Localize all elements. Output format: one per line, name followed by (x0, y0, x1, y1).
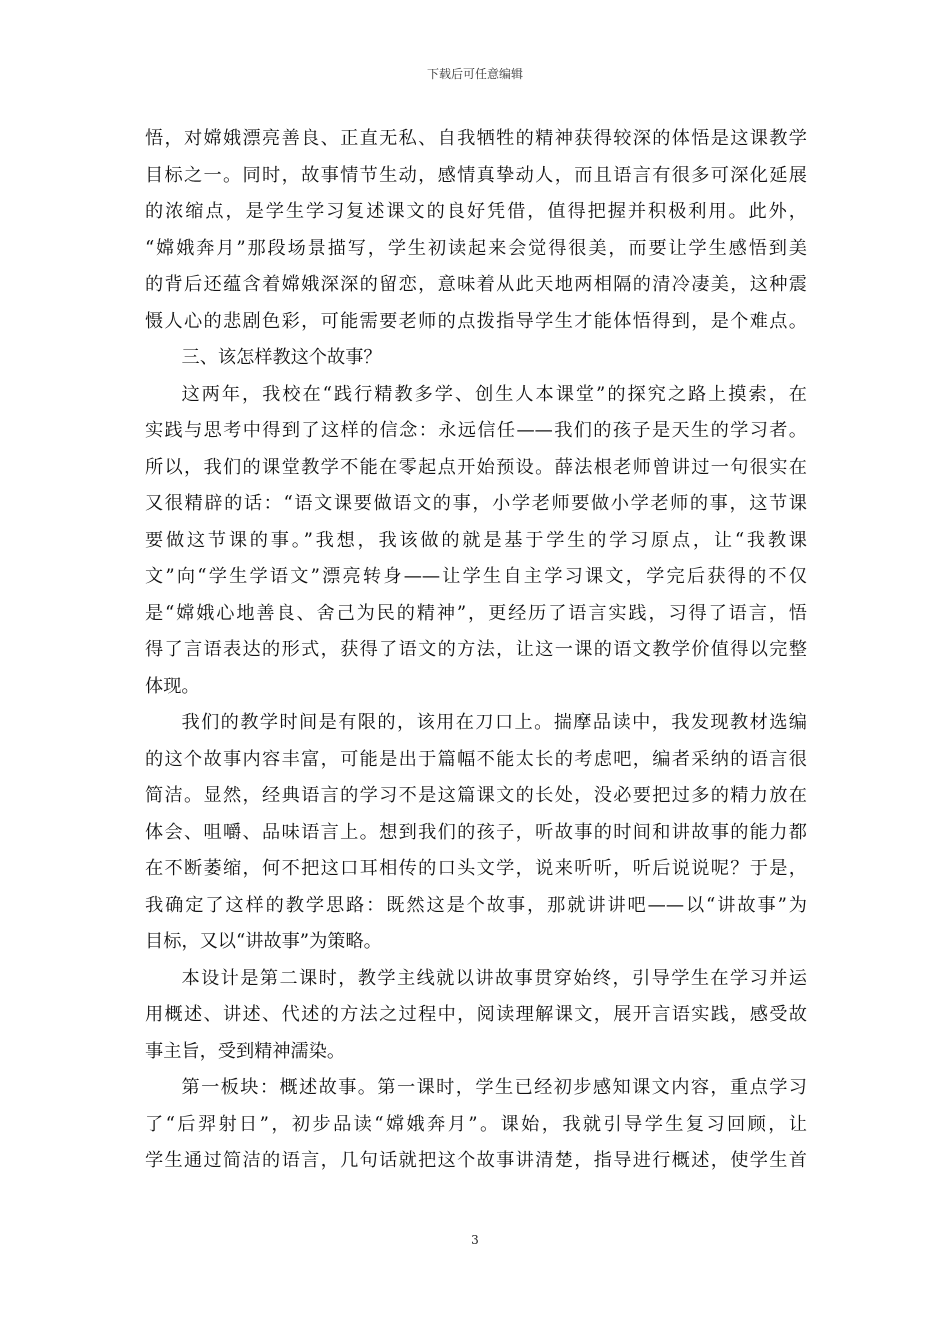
text-line: 目标之一。同时，故事情节生动，感情真挚动人，而且语言有很多可深化延展 (145, 164, 807, 186)
section-heading: 三、该怎样教这个故事？ (181, 347, 382, 368)
text-line: 要做这节课的事。”我想，我该做的就是基于学生的学习原点，让“我教课 (145, 529, 807, 551)
text-line: 在不断萎缩，何不把这口耳相传的口头文学，说来听听，听后说说呢？于是， (145, 858, 807, 879)
text-line: 体会、咀嚼、品味语言上。想到我们的孩子，听故事的时间和讲故事的能力都 (145, 821, 807, 843)
text-line: 目标，又以“讲故事”为策略。 (145, 931, 382, 952)
page-header: 下载后可任意编辑 (426, 67, 523, 81)
text-line: 的浓缩点，是学生学习复述课文的良好凭借，值得把握并积极利用。此外， (145, 201, 807, 222)
text-line: 第一板块：概述故事。第一课时，学生已经初步感知课文内容，重点学习 (181, 1077, 807, 1098)
text-line: 用概述、讲述、代述的方法之过程中，阅读理解课文，展开言语实践，感受故 (145, 1004, 807, 1025)
text-line: 所以，我们的课堂教学不能在零起点开始预设。薛法根老师曾讲过一句很实在 (145, 456, 807, 478)
text-line: 的背后还蕴含着嫦娥深深的留恋，意味着从此天地两相隔的清冷凄美，这种震 (145, 274, 807, 295)
text-line: 简洁。显然，经典语言的学习不是这篇课文的长处，没必要把过多的精力放在 (145, 785, 807, 806)
text-line: 我们的教学时间是有限的，该用在刀口上。揣摩品读中，我发现教材选编 (181, 712, 807, 733)
text-line: 学生通过简洁的语言，几句话就把这个故事讲清楚，指导进行概述，使学生首 (145, 1150, 807, 1171)
document-body (145, 121, 807, 1180)
text-line: 了“后羿射日”，初步品读“嫦娥奔月”。课始，我就引导学生复习回顾，让 (145, 1113, 807, 1135)
text-line: 的这个故事内容丰富，可能是出于篇幅不能太长的考虑吧，编者采纳的语言很 (145, 748, 807, 770)
text-line: 又很精辟的话：“语文课要做语文的事，小学老师要做小学老师的事，这节课 (145, 493, 807, 514)
text-line: 体现。 (145, 675, 200, 697)
text-line: 得了言语表达的形式，获得了语文的方法，让这一课的语文教学价值得以完整 (145, 639, 807, 660)
text-line: 文”向“学生学语文”漂亮转身——让学生自主学习课文，学完后获得的不仅 (145, 566, 807, 587)
text-line: 实践与思考中得到了这样的信念：永远信任——我们的孩子是天生的学习者。 (145, 420, 807, 441)
text-line: 我确定了这样的教学思路：既然这是个故事，那就讲讲吧——以“讲故事”为 (145, 894, 807, 916)
text-line: 这两年，我校在“践行精教多学、创生人本课堂”的探究之路上摸索，在 (181, 383, 807, 405)
text-line: 慑人心的悲剧色彩，可能需要老师的点拨指导学生才能体悟得到，是个难点。 (145, 310, 807, 332)
text-line: 本设计是第二课时，教学主线就以讲故事贯穿始终，引导学生在学习并运 (181, 967, 807, 989)
text-line: 悟，对嫦娥漂亮善良、正直无私、自我牺牲的精神获得较深的体悟是这课教学 (145, 128, 807, 149)
text-line: “嫦娥奔月”那段场景描写，学生初读起来会觉得很美，而要让学生感悟到美 (145, 237, 807, 259)
text-line: 是“嫦娥心地善良、舍己为民的精神”，更经历了语言实践，习得了语言，悟 (145, 602, 807, 624)
text-line: 事主旨，受到精神濡染。 (145, 1040, 346, 1062)
page-number: 3 (471, 1233, 479, 1247)
